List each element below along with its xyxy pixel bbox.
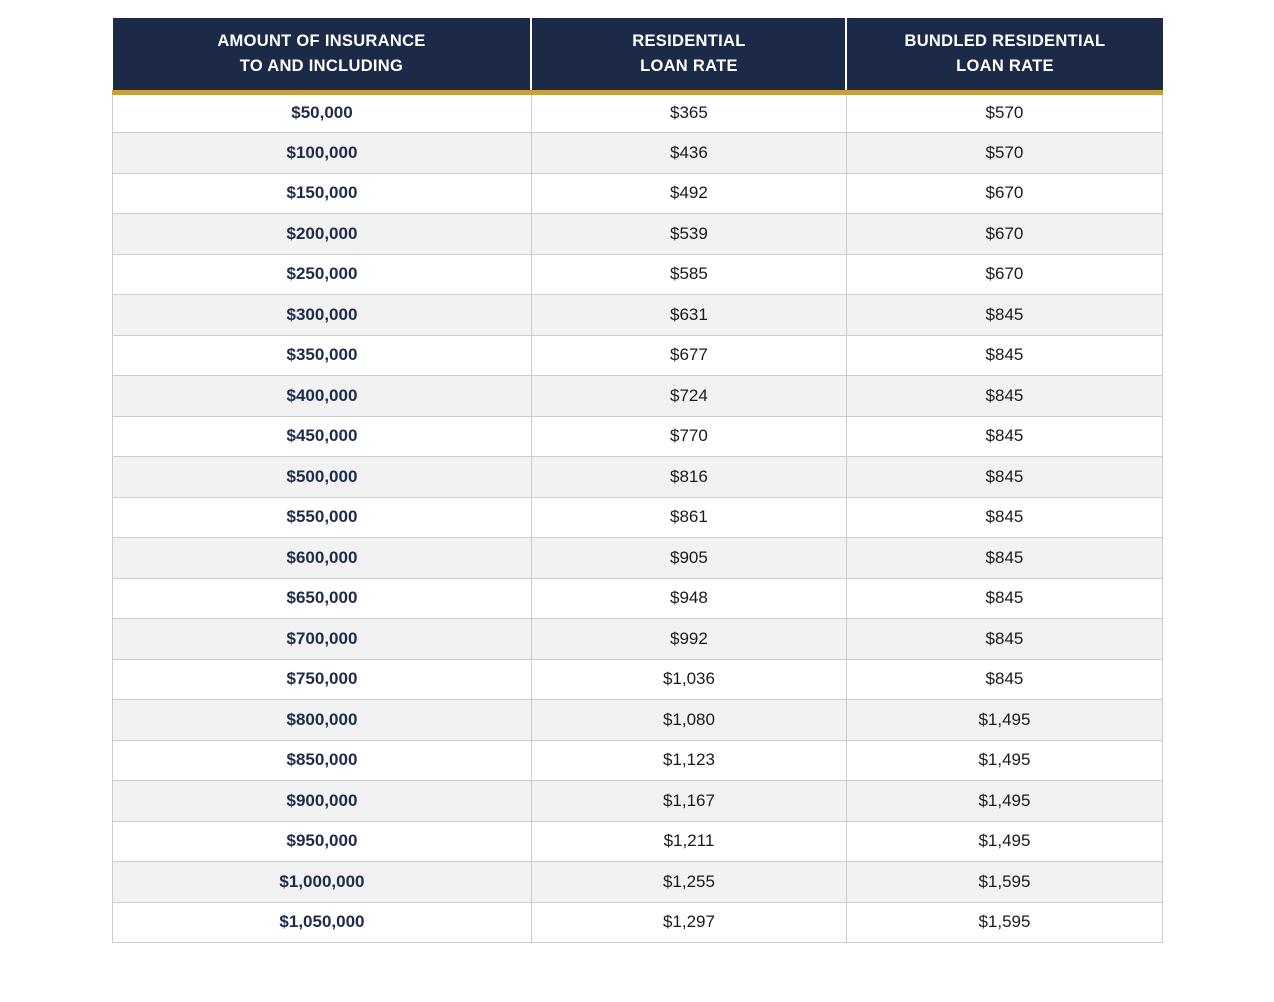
amount-cell: $900,000	[113, 781, 532, 822]
amount-cell: $200,000	[113, 214, 532, 255]
table-row	[113, 457, 1163, 498]
bundled-rate-cell: $670	[846, 214, 1162, 255]
bundled-rate-cell: $845	[846, 416, 1162, 457]
residential-rate-cell: $585	[531, 254, 846, 295]
header-line: RESIDENTIAL	[632, 31, 746, 50]
header-line: LOAN RATE	[956, 56, 1054, 75]
table-row	[113, 497, 1163, 538]
table-row	[113, 376, 1163, 417]
amount-cell: $450,000	[113, 416, 532, 457]
bundled-rate-cell: $1,495	[846, 740, 1162, 781]
residential-rate-cell: $1,211	[531, 821, 846, 862]
bundled-rate-cell: $845	[846, 538, 1162, 579]
table-row	[113, 538, 1163, 579]
table-row	[113, 92, 1163, 133]
residential-rate-cell: $436	[531, 133, 846, 174]
residential-rate-cell: $539	[531, 214, 846, 255]
amount-cell: $700,000	[113, 619, 532, 660]
residential-rate-cell: $1,167	[531, 781, 846, 822]
amount-cell: $850,000	[113, 740, 532, 781]
table-row	[113, 254, 1163, 295]
residential-rate-cell: $1,297	[531, 902, 846, 943]
residential-rate-cell: $905	[531, 538, 846, 579]
bundled-rate-cell: $845	[846, 659, 1162, 700]
bundled-rate-cell: $845	[846, 619, 1162, 660]
header-line: AMOUNT OF INSURANCE	[217, 31, 426, 50]
table-row	[113, 295, 1163, 336]
residential-rate-cell: $492	[531, 173, 846, 214]
header-line: LOAN RATE	[640, 56, 738, 75]
residential-rate-cell: $365	[531, 92, 846, 133]
table-row	[113, 173, 1163, 214]
amount-cell: $950,000	[113, 821, 532, 862]
amount-cell: $750,000	[113, 659, 532, 700]
residential-rate-cell: $1,123	[531, 740, 846, 781]
table-body	[113, 92, 1163, 943]
table-row	[113, 214, 1163, 255]
column-header-amount-of-insurance	[113, 18, 532, 92]
bundled-rate-cell: $670	[846, 254, 1162, 295]
header-row	[113, 18, 1163, 92]
amount-cell: $100,000	[113, 133, 532, 174]
table-row	[113, 416, 1163, 457]
bundled-rate-cell: $570	[846, 133, 1162, 174]
table-row	[113, 619, 1163, 660]
residential-rate-cell: $724	[531, 376, 846, 417]
residential-rate-cell: $816	[531, 457, 846, 498]
table-row	[113, 700, 1163, 741]
bundled-rate-cell: $1,595	[846, 902, 1162, 943]
table-row	[113, 902, 1163, 943]
residential-rate-cell: $1,080	[531, 700, 846, 741]
amount-cell: $550,000	[113, 497, 532, 538]
insurance-rate-table	[112, 18, 1163, 943]
bundled-rate-cell: $845	[846, 376, 1162, 417]
table-row	[113, 133, 1163, 174]
bundled-rate-cell: $570	[846, 92, 1162, 133]
table-row	[113, 740, 1163, 781]
insurance-rate-table-container	[112, 18, 1163, 943]
amount-cell: $600,000	[113, 538, 532, 579]
bundled-rate-cell: $845	[846, 335, 1162, 376]
bundled-rate-cell: $670	[846, 173, 1162, 214]
residential-rate-cell: $1,255	[531, 862, 846, 903]
amount-cell: $800,000	[113, 700, 532, 741]
bundled-rate-cell: $1,495	[846, 821, 1162, 862]
amount-cell: $400,000	[113, 376, 532, 417]
header-line: TO AND INCLUDING	[239, 56, 404, 75]
amount-cell: $1,050,000	[113, 902, 532, 943]
table-row	[113, 821, 1163, 862]
amount-cell: $350,000	[113, 335, 532, 376]
residential-rate-cell: $992	[531, 619, 846, 660]
bundled-rate-cell: $1,495	[846, 700, 1162, 741]
amount-cell: $50,000	[113, 92, 532, 133]
amount-cell: $250,000	[113, 254, 532, 295]
bundled-rate-cell: $1,595	[846, 862, 1162, 903]
amount-cell: $150,000	[113, 173, 532, 214]
amount-cell: $300,000	[113, 295, 532, 336]
table-row	[113, 862, 1163, 903]
amount-cell: $650,000	[113, 578, 532, 619]
amount-cell: $500,000	[113, 457, 532, 498]
table-row	[113, 335, 1163, 376]
column-header-residential-loan-rate	[531, 18, 846, 92]
residential-rate-cell: $770	[531, 416, 846, 457]
residential-rate-cell: $1,036	[531, 659, 846, 700]
column-header-bundled-residential-loan-rate	[846, 18, 1162, 92]
amount-cell: $1,000,000	[113, 862, 532, 903]
table-row	[113, 578, 1163, 619]
residential-rate-cell: $677	[531, 335, 846, 376]
bundled-rate-cell: $845	[846, 578, 1162, 619]
residential-rate-cell: $948	[531, 578, 846, 619]
bundled-rate-cell: $1,495	[846, 781, 1162, 822]
bundled-rate-cell: $845	[846, 457, 1162, 498]
table-header	[113, 18, 1163, 92]
table-row	[113, 781, 1163, 822]
bundled-rate-cell: $845	[846, 295, 1162, 336]
residential-rate-cell: $861	[531, 497, 846, 538]
header-line: BUNDLED RESIDENTIAL	[904, 31, 1106, 50]
residential-rate-cell: $631	[531, 295, 846, 336]
bundled-rate-cell: $845	[846, 497, 1162, 538]
table-row	[113, 659, 1163, 700]
